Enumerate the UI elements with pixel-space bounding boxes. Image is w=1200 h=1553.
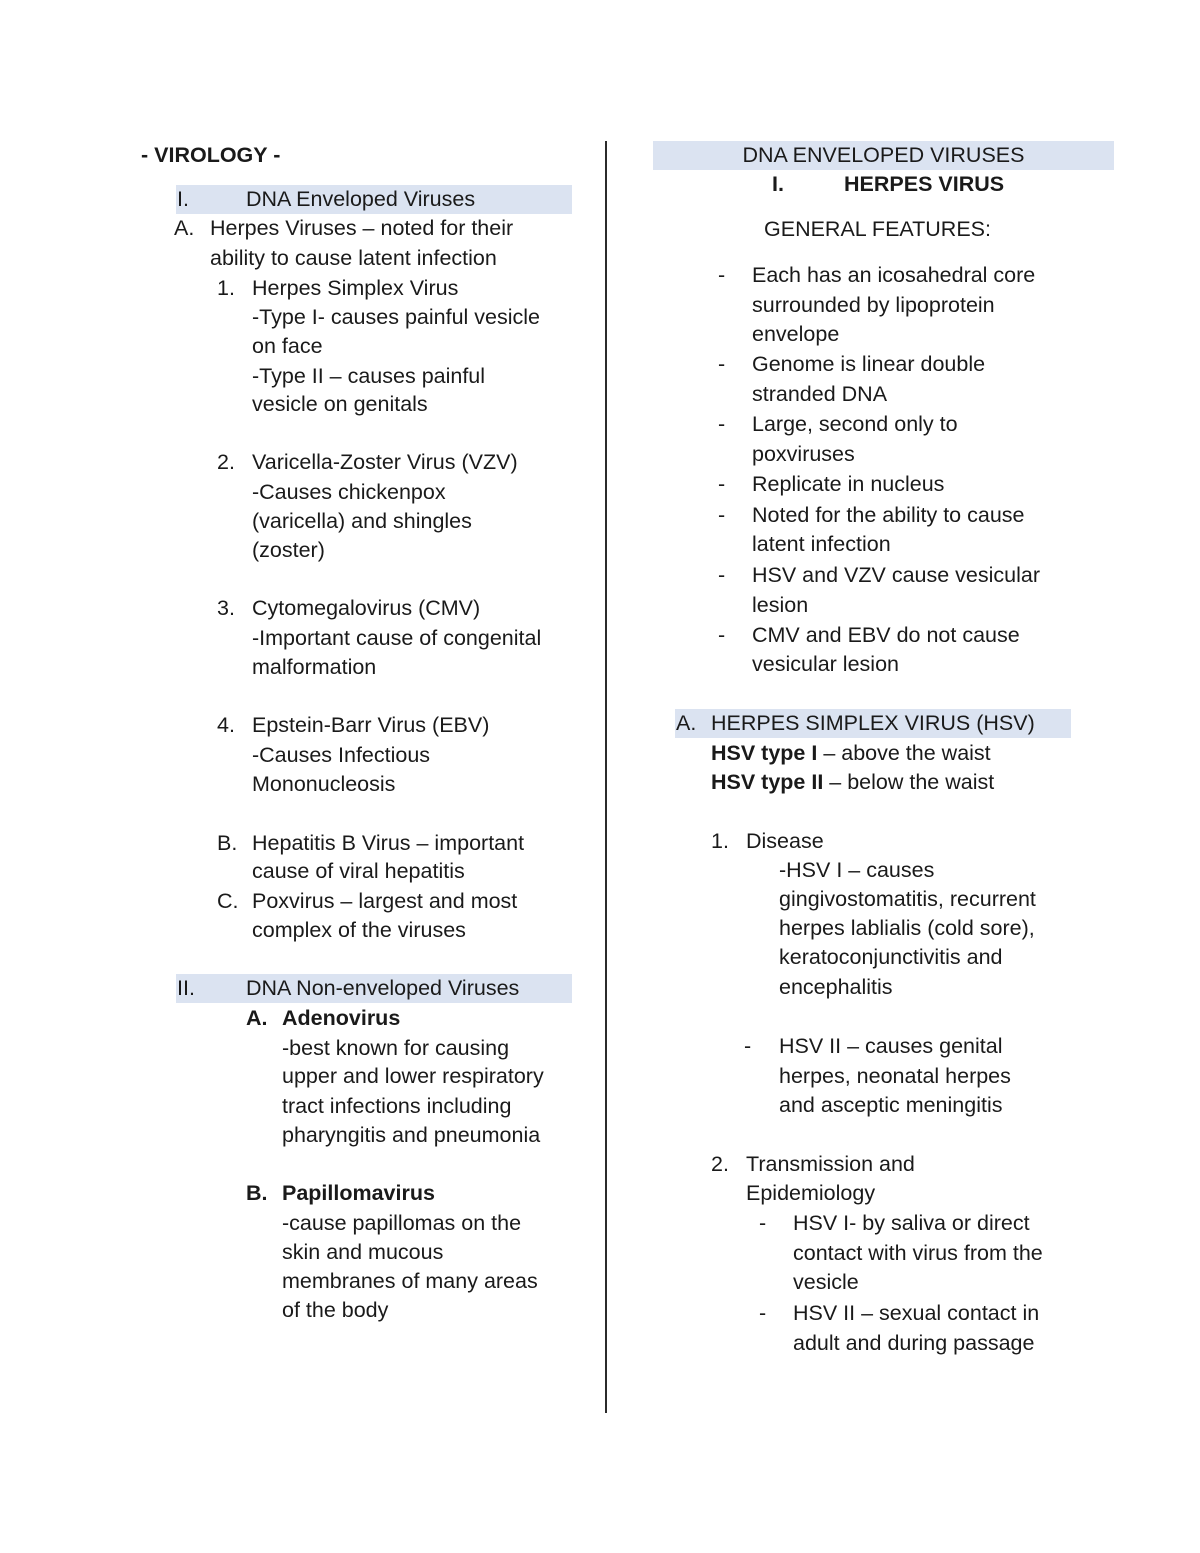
list-item-line: Mononucleosis xyxy=(252,772,396,796)
list-item-line: Transmission and xyxy=(746,1152,915,1176)
list-item-line: and asceptic meningitis xyxy=(779,1093,1003,1117)
bullet-dash: - xyxy=(718,412,726,436)
list-item-line: HSV II – causes genital xyxy=(779,1034,1003,1058)
list-item-line: Hepatitis B Virus – important xyxy=(252,831,525,855)
column-divider xyxy=(605,141,607,1413)
bullet-dash: - xyxy=(718,263,726,287)
list-item-line: adult and during passage xyxy=(793,1331,1035,1355)
list-marker: 2. xyxy=(217,450,235,474)
subheading-adenovirus: Adenovirus xyxy=(282,1006,401,1030)
list-item-line: membranes of many areas xyxy=(282,1269,538,1293)
list-marker: A. xyxy=(246,1006,268,1030)
bullet-dash: - xyxy=(718,352,726,376)
list-item-line: pharyngitis and pneumonia xyxy=(282,1123,541,1147)
list-item-line: malformation xyxy=(252,655,377,679)
subheading-papillomavirus: Papillomavirus xyxy=(282,1181,435,1205)
list-item-line: on face xyxy=(252,334,323,358)
list-item-line: stranded DNA xyxy=(752,382,888,406)
bullet-dash: - xyxy=(744,1034,752,1058)
list-item-line: -Type I- causes painful vesicle xyxy=(252,305,540,329)
list-item-line: -Causes Infectious xyxy=(252,743,431,767)
list-item-line: -Causes chickenpox xyxy=(252,480,446,504)
section-number: II. xyxy=(177,976,195,1000)
list-item-line: Disease xyxy=(746,829,824,853)
section-label: DNA Non-enveloped Viruses xyxy=(246,976,520,1000)
list-item-line: Large, second only to xyxy=(752,412,958,436)
list-item-line: Replicate in nucleus xyxy=(752,472,945,496)
hsv-type-i-line xyxy=(711,739,991,769)
list-item-line: Poxvirus – largest and most xyxy=(252,889,518,913)
list-item-line: -cause papillomas on the xyxy=(282,1211,522,1235)
list-item-line: -Type II – causes painful xyxy=(252,364,486,388)
list-item-line: Each has an icosahedral core xyxy=(752,263,1036,287)
list-item-line: vesicular lesion xyxy=(752,652,899,676)
column-header: DNA ENVELOPED VIRUSES xyxy=(653,141,1114,170)
list-item-line: HSV I- by saliva or direct xyxy=(793,1211,1030,1235)
general-features-heading: GENERAL FEATURES: xyxy=(764,217,991,241)
list-item-line: herpes lablialis (cold sore), xyxy=(779,916,1035,940)
list-marker: 4. xyxy=(217,713,235,737)
hsv-type-i-desc: – above the waist xyxy=(817,741,991,765)
list-item-line: Herpes Viruses – noted for their xyxy=(210,216,514,240)
list-marker: 2. xyxy=(711,1152,729,1176)
list-item-line: complex of the viruses xyxy=(252,918,466,942)
list-item-line: Herpes Simplex Virus xyxy=(252,276,459,300)
list-item-line: Genome is linear double xyxy=(752,352,986,376)
bullet-dash: - xyxy=(718,563,726,587)
list-marker: A. xyxy=(174,216,195,240)
list-item-line: -best known for causing xyxy=(282,1036,510,1060)
list-item-line: -Important cause of congenital xyxy=(252,626,542,650)
list-item-line: gingivostomatitis, recurrent xyxy=(779,887,1036,911)
list-item-line: of the body xyxy=(282,1298,389,1322)
page-title: - VIROLOGY - xyxy=(141,143,281,167)
list-item-line: keratoconjunctivitis and xyxy=(779,945,1003,969)
list-item-line: Epstein-Barr Virus (EBV) xyxy=(252,713,490,737)
list-item-line: Epidemiology xyxy=(746,1181,876,1205)
list-item-line: Varicella-Zoster Virus (VZV) xyxy=(252,450,518,474)
list-item-line: poxviruses xyxy=(752,442,855,466)
list-item-line: HSV and VZV cause vesicular xyxy=(752,563,1040,587)
list-marker: B. xyxy=(246,1181,268,1205)
list-item-line: latent infection xyxy=(752,532,891,556)
bullet-dash: - xyxy=(718,623,726,647)
bullet-dash: - xyxy=(718,503,726,527)
list-item-line: lesion xyxy=(752,593,809,617)
bullet-dash: - xyxy=(759,1211,767,1235)
list-item-line: vesicle xyxy=(793,1270,859,1294)
list-marker: 3. xyxy=(217,596,235,620)
hsv-type-ii-line xyxy=(711,768,994,798)
bullet-dash: - xyxy=(759,1301,767,1325)
section-label: HERPES VIRUS xyxy=(844,172,1005,196)
hsv-type-i-label: HSV type I xyxy=(711,741,818,765)
list-item-line: vesicle on genitals xyxy=(252,392,428,416)
bullet-dash: - xyxy=(718,472,726,496)
list-item-line: envelope xyxy=(752,322,840,346)
list-marker: C. xyxy=(217,889,239,913)
list-item-line: contact with virus from the xyxy=(793,1241,1043,1265)
list-item-line: HSV II – sexual contact in xyxy=(793,1301,1040,1325)
list-item-line: cause of viral hepatitis xyxy=(252,859,465,883)
list-item-line: surrounded by lipoprotein xyxy=(752,293,995,317)
section-number: I. xyxy=(772,172,784,196)
section-number: I. xyxy=(177,187,189,211)
hsv-type-ii-label: HSV type II xyxy=(711,770,824,794)
list-item-line: (zoster) xyxy=(252,538,325,562)
list-item-line: Cytomegalovirus (CMV) xyxy=(252,596,481,620)
list-marker: 1. xyxy=(711,829,729,853)
hsv-type-ii-desc: – below the waist xyxy=(823,770,995,794)
list-item-line: upper and lower respiratory xyxy=(282,1064,544,1088)
list-item-line: (varicella) and shingles xyxy=(252,509,472,533)
list-marker: A. xyxy=(676,711,697,735)
list-item-line: skin and mucous xyxy=(282,1240,444,1264)
list-item-line: Noted for the ability to cause xyxy=(752,503,1025,527)
list-item-line: -HSV I – causes xyxy=(779,858,935,882)
subsection-label: HERPES SIMPLEX VIRUS (HSV) xyxy=(711,711,1035,735)
section-label: DNA Enveloped Viruses xyxy=(246,187,476,211)
list-item-line: herpes, neonatal herpes xyxy=(779,1064,1011,1088)
list-item-line: ability to cause latent infection xyxy=(210,246,497,270)
list-marker: 1. xyxy=(217,276,235,300)
list-item-line: CMV and EBV do not cause xyxy=(752,623,1020,647)
list-marker: B. xyxy=(217,831,238,855)
list-item-line: tract infections including xyxy=(282,1094,512,1118)
list-item-line: encephalitis xyxy=(779,975,893,999)
